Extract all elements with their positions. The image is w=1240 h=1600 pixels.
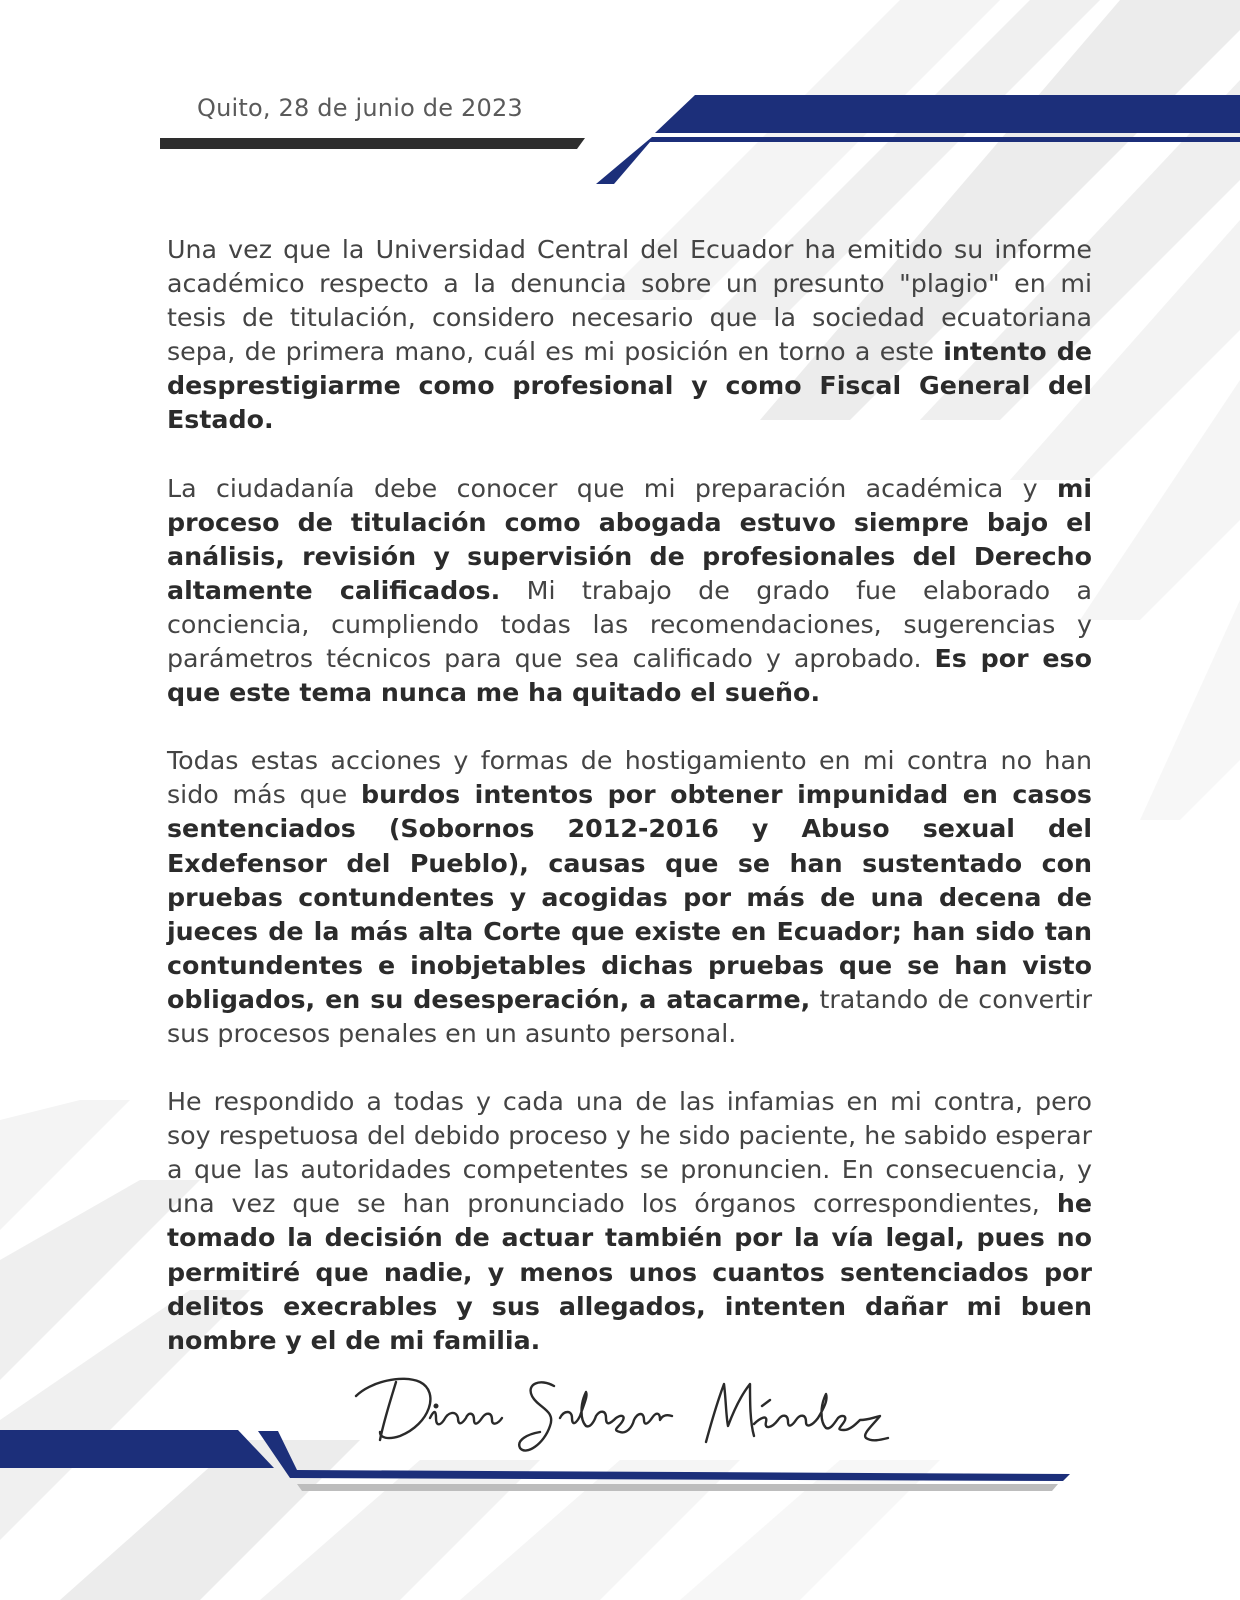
paragraph-4-text: He respondido a todas y cada una de las infamias en mi contra, pero soy respetuosa del debido proceso y he sido paciente, he sabido esperar a que las autoridades competentes se pronuncien. En consecuencia, y una vez que se han pronunciado los órganos correspondientes, bbox=[167, 1087, 1092, 1219]
bg-stripe bbox=[1140, 600, 1240, 820]
paragraph-3-emphasis: burdos intentos por obtener impunidad en casos sentenciados (Sobornos 2012-2016 y Abuso sexual del Exdefensor del Pueblo), causas que se han sustentado con pruebas contundentes y acogidas por más de una decena de jueces de la más alta Corte que existe en Ecuador; han sido tan contundentes e inobjetables dichas pruebas que se han visto obligados, en su desesperación, a atacarme, bbox=[167, 780, 1092, 1014]
letter-date: Quito, 28 de junio de 2023 bbox=[197, 94, 523, 122]
paragraph-2-emphasis-a: mi proceso de titulación como abogada estuvo siempre bajo el análisis, revisión y supervisión de profesionales del Derecho altamente calificados. bbox=[167, 473, 1092, 605]
handwritten-signature bbox=[350, 1360, 910, 1460]
header-dark-bar bbox=[160, 138, 585, 149]
footer-navy-band bbox=[0, 1430, 274, 1468]
paragraph-3-text-b: tratando de convertir sus procesos penales en un asunto personal. bbox=[167, 984, 1092, 1048]
paragraph-1 bbox=[167, 233, 1092, 438]
paragraph-3 bbox=[167, 744, 1092, 1051]
paragraph-4-emphasis: he tomado la decisión de actuar también por la vía legal, pues no permitiré que nadie, y menos unos cuantos sentenciados por delitos execrables y sus allegados, intenten dañar mi buen nombre y el de mi familia. bbox=[167, 1189, 1092, 1355]
paragraph-4 bbox=[167, 1085, 1092, 1358]
paragraph-1-text: Una vez que la Universidad Central del Ecuador ha emitido su informe académico respecto a la denuncia sobre un presunto "plagio" en mi tesis de titulación, considero necesario que la sociedad ecuatoriana sepa, de primera mano, cuál es mi posición en torno a este bbox=[167, 235, 1092, 367]
paragraph-2 bbox=[167, 472, 1092, 711]
letter-body bbox=[167, 233, 1092, 1392]
footer-gray-bar bbox=[297, 1484, 1058, 1491]
paragraph-3-text-a: Todas estas acciones y formas de hostigamiento en mi contra no han sido más que bbox=[167, 746, 1092, 810]
paragraph-2-emphasis-b: Es por eso que este tema nunca me ha quitado el sueño. bbox=[167, 644, 1092, 708]
paragraph-2-text-b: Mi trabajo de grado fue elaborado a conciencia, cumpliendo todas las recomendaciones, sugerencias y parámetros técnicos para que sea calificado y aprobado. bbox=[167, 575, 1092, 674]
paragraph-1-emphasis: intento de desprestigiarme como profesional y como Fiscal General del Estado. bbox=[167, 337, 1093, 435]
paragraph-2-text-a: La ciudadanía debe conocer que mi preparación académica y bbox=[167, 473, 1057, 503]
header-navy-band bbox=[655, 95, 1240, 133]
